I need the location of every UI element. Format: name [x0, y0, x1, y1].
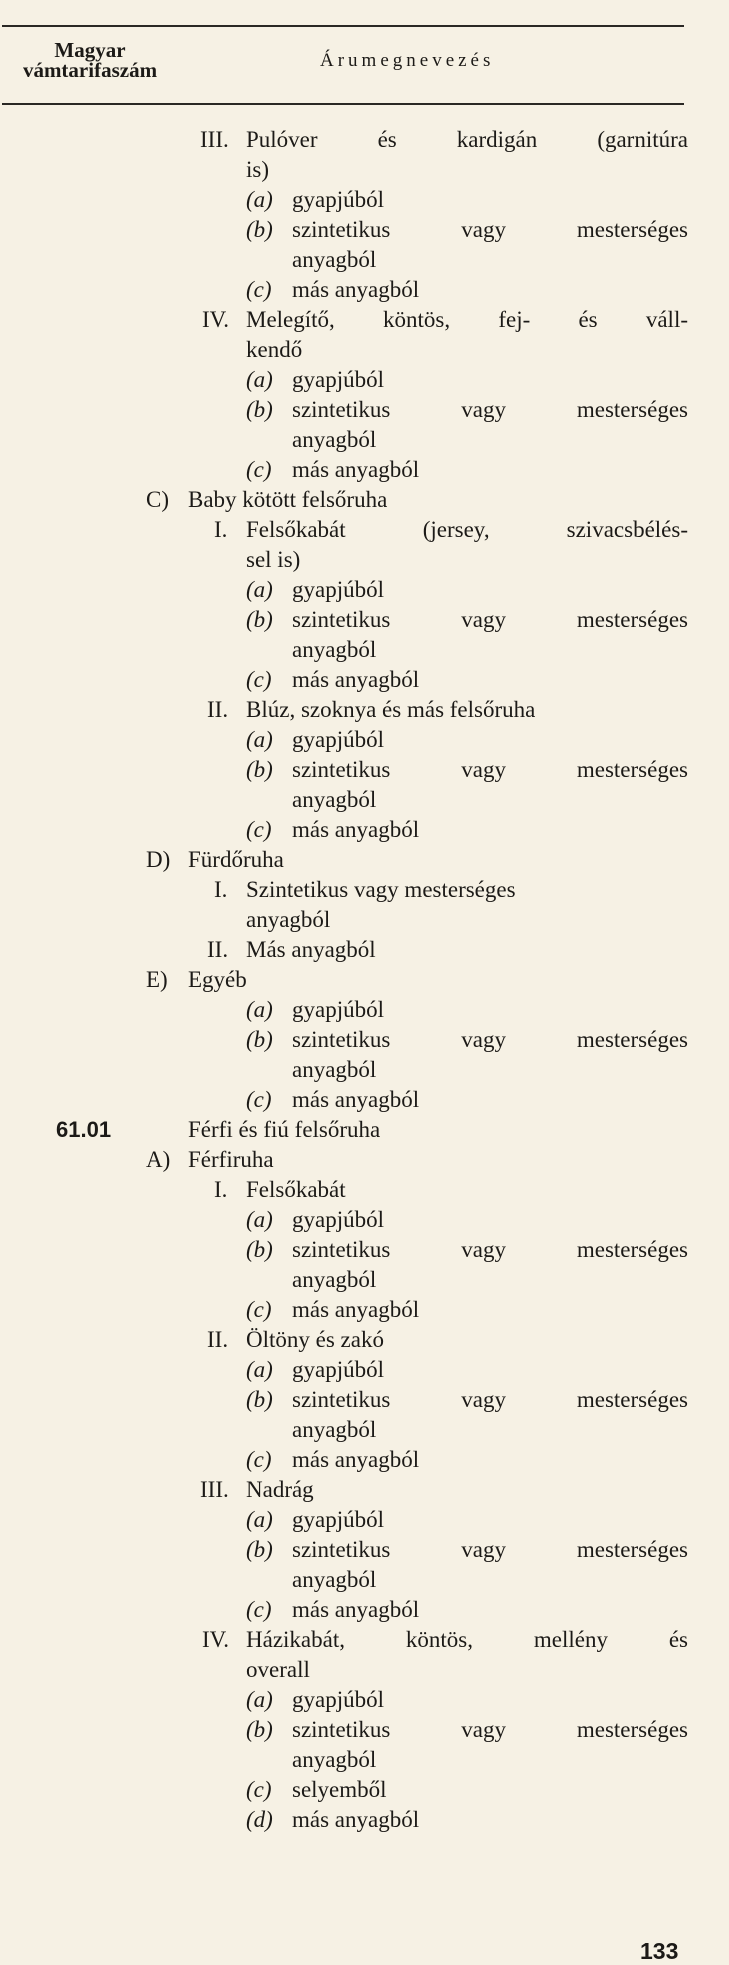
item-text: anyagból [292, 427, 377, 452]
tariff-line [0, 1475, 729, 1505]
item-label: C) [146, 487, 169, 512]
header-rule-bottom [2, 103, 684, 105]
item-label: (b) [246, 217, 273, 242]
item-label: (b) [246, 1387, 273, 1412]
tariff-line [0, 755, 729, 785]
item-text: anyagból [292, 1057, 377, 1082]
item-label: (a) [246, 187, 273, 212]
tariff-line [0, 665, 729, 695]
tariff-line [0, 1325, 729, 1355]
item-label: (b) [246, 607, 273, 632]
tariff-line [0, 635, 729, 665]
item-label: (b) [246, 1537, 273, 1562]
item-text: kendő [246, 337, 303, 362]
tariff-line [0, 485, 729, 515]
item-text: anyagból [292, 247, 377, 272]
tariff-entries [0, 125, 729, 1835]
item-text: gyapjúból [292, 367, 384, 392]
item-label: (a) [246, 1357, 273, 1382]
tariff-line [0, 1295, 729, 1325]
item-text: Blúz, szoknya és más felsőruha [246, 697, 536, 722]
tariff-line [0, 1655, 729, 1685]
tariff-line [0, 1385, 729, 1415]
item-label: (a) [246, 577, 273, 602]
tariff-line [0, 725, 729, 755]
item-label: IV. [202, 307, 230, 332]
tariff-line [0, 155, 729, 185]
item-label: (d) [246, 1807, 273, 1832]
item-label: I. [214, 1177, 228, 1202]
tariff-line [0, 965, 729, 995]
tariff-line [0, 575, 729, 605]
tariff-line [0, 1145, 729, 1175]
item-text: gyapjúból [292, 1207, 384, 1232]
header-column-description: Árumegnevezés [320, 50, 495, 71]
tariff-line [0, 1055, 729, 1085]
item-text: szintetikus vagy mesterséges [292, 1717, 688, 1742]
item-text: selyemből [292, 1777, 387, 1802]
tariff-line [0, 1265, 729, 1295]
tariff-line [0, 365, 729, 395]
item-text: szintetikus vagy mesterséges [292, 1387, 688, 1412]
item-text: anyagból [292, 787, 377, 812]
item-text: Fürdőruha [188, 847, 284, 872]
item-label: (c) [246, 1297, 272, 1322]
item-text: szintetikus vagy mesterséges [292, 607, 688, 632]
item-text: Öltöny és zakó [246, 1327, 384, 1352]
item-text: anyagból [292, 1417, 377, 1442]
item-text: gyapjúból [292, 1507, 384, 1532]
item-text: gyapjúból [292, 187, 384, 212]
item-text: más anyagból [292, 277, 420, 302]
item-label: (b) [246, 1027, 273, 1052]
item-text: gyapjúból [292, 577, 384, 602]
tariff-line [0, 1595, 729, 1625]
item-text: anyagból [292, 1267, 377, 1292]
tariff-line [0, 695, 729, 725]
item-label: (a) [246, 367, 273, 392]
item-text: Melegítő, köntös, fej- és váll- [246, 307, 688, 332]
item-label: (a) [246, 1507, 273, 1532]
item-text: Felsőkabát (jersey, szivacsbélés- [246, 517, 688, 542]
item-text: Egyéb [188, 967, 247, 992]
item-text: anyagból [292, 1747, 377, 1772]
item-label: (c) [246, 277, 272, 302]
item-text: szintetikus vagy mesterséges [292, 397, 688, 422]
item-text: Felsőkabát [246, 1177, 346, 1202]
tariff-line [0, 515, 729, 545]
item-text: gyapjúból [292, 997, 384, 1022]
tariff-line [0, 1085, 729, 1115]
item-text: más anyagból [292, 817, 420, 842]
tariff-line [0, 245, 729, 275]
tariff-line [0, 425, 729, 455]
item-label: I. [214, 517, 228, 542]
tariff-line [0, 935, 729, 965]
item-text: más anyagból [292, 1297, 420, 1322]
item-text: Más anyagból [246, 937, 376, 962]
item-text: gyapjúból [292, 1687, 384, 1712]
item-label: (c) [246, 667, 272, 692]
item-label: (c) [246, 1777, 272, 1802]
tariff-line [0, 1175, 729, 1205]
item-text: Férfiruha [188, 1147, 274, 1172]
item-text: szintetikus vagy mesterséges [292, 1237, 688, 1262]
item-text: Baby kötött felsőruha [188, 487, 388, 512]
item-text: más anyagból [292, 1807, 420, 1832]
item-label: (a) [246, 997, 273, 1022]
tariff-line [0, 905, 729, 935]
item-text: Nadrág [246, 1477, 314, 1502]
header-left-line1: Magyar [54, 38, 126, 62]
item-label: II. [207, 937, 229, 962]
item-text: Házikabát, köntös, mellény és [246, 1627, 688, 1652]
tariff-line [0, 1025, 729, 1055]
item-label: E) [146, 967, 168, 992]
item-text: szintetikus vagy mesterséges [292, 1027, 688, 1052]
item-label: D) [146, 847, 171, 872]
item-text: más anyagból [292, 1597, 420, 1622]
item-label: (c) [246, 457, 272, 482]
item-text: anyagból [246, 907, 331, 932]
item-text: szintetikus vagy mesterséges [292, 757, 688, 782]
item-label: (c) [246, 1087, 272, 1112]
tariff-line [0, 1415, 729, 1445]
tariff-line [0, 1715, 729, 1745]
header-rule-top [2, 25, 684, 27]
tariff-line [0, 1235, 729, 1265]
item-label: (b) [246, 397, 273, 422]
item-label: (a) [246, 1207, 273, 1232]
tariff-line [0, 275, 729, 305]
item-text: más anyagból [292, 667, 420, 692]
item-text: gyapjúból [292, 727, 384, 752]
item-text: szintetikus vagy mesterséges [292, 217, 688, 242]
tariff-line [0, 815, 729, 845]
item-label: A) [146, 1147, 171, 1172]
tariff-code: 61.01 [56, 1117, 112, 1142]
item-text: Szintetikus vagy mesterséges [246, 877, 516, 902]
item-label: II. [207, 697, 229, 722]
tariff-line [0, 1565, 729, 1595]
tariff-line [0, 875, 729, 905]
item-text: más anyagból [292, 1447, 420, 1472]
item-text: anyagból [292, 637, 377, 662]
tariff-line [0, 1625, 729, 1655]
item-label: (a) [246, 1687, 273, 1712]
tariff-line [0, 1445, 729, 1475]
item-label: II. [207, 1327, 229, 1352]
item-label: IV. [202, 1627, 230, 1652]
item-text: is) [246, 157, 269, 182]
item-label: III. [200, 127, 229, 152]
item-label: III. [200, 1477, 229, 1502]
tariff-line [0, 1355, 729, 1385]
tariff-line [0, 335, 729, 365]
tariff-line [0, 125, 729, 155]
tariff-line [0, 395, 729, 425]
tariff-line [0, 845, 729, 875]
tariff-line [0, 1775, 729, 1805]
tariff-line [0, 1685, 729, 1715]
header-left-line2: vámtarifaszám [22, 58, 158, 82]
item-text: anyagból [292, 1567, 377, 1592]
item-text: más anyagból [292, 457, 420, 482]
item-label: (c) [246, 1447, 272, 1472]
tariff-line [0, 215, 729, 245]
item-label: (b) [246, 1717, 273, 1742]
tariff-line [0, 1535, 729, 1565]
item-text: gyapjúból [292, 1357, 384, 1382]
header-column-tariff-number [0, 40, 180, 80]
item-label: I. [214, 877, 228, 902]
tariff-line [0, 605, 729, 635]
item-text: szintetikus vagy mesterséges [292, 1537, 688, 1562]
tariff-line [0, 785, 729, 815]
item-text: Férfi és fiú felsőruha [188, 1117, 381, 1142]
tariff-line [0, 1745, 729, 1775]
tariff-line [0, 305, 729, 335]
tariff-line [0, 1205, 729, 1235]
tariff-line [0, 995, 729, 1025]
tariff-line [0, 1805, 729, 1835]
item-text: sel is) [246, 547, 301, 572]
tariff-line [0, 185, 729, 215]
item-text: más anyagból [292, 1087, 420, 1112]
item-text: overall [246, 1657, 310, 1682]
item-text: Pulóver és kardigán (garnitúra [246, 127, 688, 152]
tariff-line [0, 455, 729, 485]
item-label: (a) [246, 727, 273, 752]
item-label: (b) [246, 1237, 273, 1262]
item-label: (c) [246, 817, 272, 842]
tariff-line [0, 1505, 729, 1535]
page-number: 133 [640, 1938, 679, 1964]
item-label: (b) [246, 757, 273, 782]
item-label: (c) [246, 1597, 272, 1622]
tariff-line [0, 545, 729, 575]
tariff-line [0, 1115, 729, 1145]
